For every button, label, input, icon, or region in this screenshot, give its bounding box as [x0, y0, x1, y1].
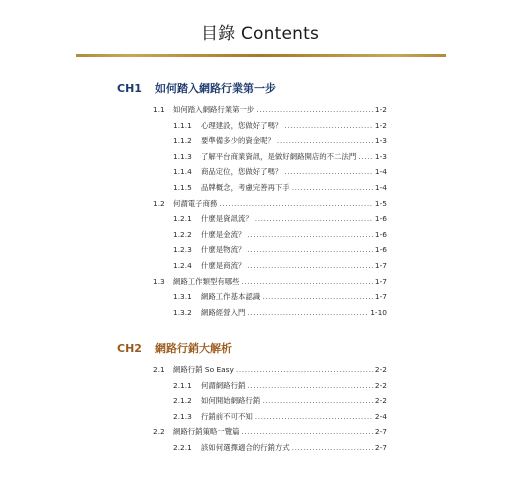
toc-entry[interactable]: [153, 426, 387, 438]
toc-entry-number: 1.1.1: [173, 120, 192, 130]
toc-entry[interactable]: [173, 166, 387, 178]
toc-entry[interactable]: [173, 395, 387, 407]
dot-leader: [255, 213, 373, 225]
toc-entry-title: 什麼是商流？: [201, 261, 246, 270]
toc-entry-number: 1.2.2: [173, 229, 192, 239]
dot-leader: [256, 104, 373, 116]
toc-entry[interactable]: [173, 307, 387, 319]
toc-entry-page: 1-3: [374, 136, 387, 146]
toc-entry[interactable]: [173, 151, 387, 163]
toc-entry-title: 品牌概念，考慮完善再下手: [201, 183, 290, 192]
dot-leader: [219, 198, 373, 210]
dot-leader: [255, 411, 373, 423]
dot-leader: [358, 151, 373, 163]
toc-entry-title: 要準備多少的資金呢？: [201, 136, 275, 146]
toc-entry-page: 1-7: [374, 292, 387, 302]
toc-entry-page: 1-4: [374, 183, 387, 192]
toc-entry-page: 1-7: [374, 261, 387, 270]
toc-entry-number: 2.2.1: [173, 443, 192, 452]
toc-entry-number: 1.1.5: [173, 183, 192, 192]
toc-entry-title: 什麼是物流？: [201, 245, 246, 255]
toc-entry-title: 如何踏入網路行業第一步: [173, 105, 255, 114]
toc-entry[interactable]: [173, 244, 387, 256]
chapter-title: 網路行銷大解析: [155, 342, 232, 355]
toc-entry-page: 1-4: [374, 167, 387, 177]
dot-leader: [247, 260, 373, 272]
dot-leader: [277, 135, 373, 147]
toc-entry-page: 2-2: [374, 396, 387, 406]
toc-entry-number: 2.1.3: [173, 411, 192, 421]
dot-leader: [242, 276, 373, 288]
toc-entry[interactable]: [153, 364, 387, 376]
toc-entry-title: 什麼是金流？: [201, 229, 246, 239]
toc-entry-page: 2-4: [374, 411, 387, 421]
dot-leader: [242, 426, 373, 438]
toc-entry[interactable]: [173, 135, 387, 147]
dot-leader: [292, 442, 373, 454]
toc-entry-title: 如何開始網路行銷: [201, 396, 261, 406]
toc-entry-number: 1.1.3: [173, 151, 192, 161]
toc-entry-number: 1.3: [153, 276, 165, 286]
toc-entry-title: 何謂網路行銷: [201, 380, 246, 390]
dot-leader: [247, 380, 373, 392]
toc-entry-title: 該如何選擇適合的行銷方式: [201, 443, 290, 452]
toc-entry-number: 2.1.2: [173, 396, 192, 406]
toc-entry-title: 什麼是資訊流？: [201, 214, 253, 224]
dot-leader: [236, 364, 373, 376]
toc-entry-page: 2-7: [374, 443, 387, 452]
chapter-heading: [117, 340, 232, 356]
toc-entry-title: 商品定位，您做好了嗎？: [201, 167, 283, 177]
toc-entry[interactable]: [173, 120, 387, 132]
toc-entry-title: 網路行銷策略一覽篇: [173, 427, 240, 437]
toc-entry[interactable]: [173, 442, 387, 454]
toc-entry-title: 行銷前不可不知: [201, 411, 253, 421]
toc-entry-number: 1.2.3: [173, 245, 192, 255]
toc-entry-title: 網路經營入門: [201, 307, 246, 317]
toc-entry[interactable]: [153, 276, 387, 288]
toc-entry[interactable]: [173, 411, 387, 423]
toc-entry-page: 1-6: [374, 245, 387, 255]
dot-leader: [247, 307, 368, 319]
toc-entry[interactable]: [173, 213, 387, 225]
dot-leader: [262, 291, 373, 303]
toc-entry-page: 2-2: [374, 380, 387, 390]
toc-entry-title: 網路工作類型有哪些: [173, 276, 240, 286]
toc-entry[interactable]: [173, 291, 387, 303]
toc-entry-page: 1-5: [374, 198, 387, 208]
toc-entry-page: 1-10: [370, 307, 387, 317]
chapter-title: 如何踏入網路行業第一步: [155, 82, 276, 95]
toc-entry-page: 2-7: [374, 427, 387, 437]
toc-entry-title: 了解平台商業資訊，是做好網路開店的不二法門: [201, 151, 357, 161]
toc-entry-number: 1.1.2: [173, 136, 192, 146]
chapter-heading: [117, 80, 276, 96]
toc-entry[interactable]: [153, 104, 387, 116]
title-divider: [76, 54, 446, 57]
toc-entry-number: 1.1.4: [173, 167, 192, 177]
toc-entry-number: 2.2: [153, 427, 165, 437]
dot-leader: [262, 395, 373, 407]
toc-entry-title: 心理建設，您做好了嗎？: [201, 120, 283, 130]
page-title: 目錄 Contents: [200, 24, 320, 44]
toc-entry-number: 1.1: [153, 105, 165, 114]
toc-entry[interactable]: [173, 182, 387, 194]
chapter-number: CH2: [117, 342, 142, 355]
toc-entry-page: 1-6: [374, 214, 387, 224]
toc-entry-title: 何謂電子商務: [173, 198, 218, 208]
chapter-number: CH1: [117, 82, 142, 95]
toc-entry-page: 1-2: [374, 105, 387, 114]
dot-leader: [247, 229, 373, 241]
toc-entry[interactable]: [173, 260, 387, 272]
toc-entry[interactable]: [153, 198, 387, 210]
toc-entry-number: 1.2: [153, 198, 165, 208]
toc-entry-number: 2.1: [153, 365, 165, 374]
toc-entry-page: 1-3: [374, 151, 387, 161]
toc-entry[interactable]: [173, 229, 387, 241]
toc-entry-page: 1-6: [374, 229, 387, 239]
toc-entry-number: 1.3.1: [173, 292, 192, 302]
toc-entry-title: 網路工作基本認識: [201, 292, 261, 302]
toc-entry-number: 1.3.2: [173, 307, 192, 317]
toc-entry-number: 1.2.1: [173, 214, 192, 224]
toc-entry-page: 1-7: [374, 276, 387, 286]
toc-entry-page: 1-2: [374, 120, 387, 130]
toc-entry-number: 2.1.1: [173, 380, 192, 390]
dot-leader: [284, 120, 373, 132]
toc-entry-page: 2-2: [374, 365, 387, 374]
dot-leader: [292, 182, 373, 194]
dot-leader: [284, 166, 373, 178]
dot-leader: [247, 244, 373, 256]
toc-entry-title: 網路行銷 So Easy: [173, 365, 234, 374]
toc-entry[interactable]: [173, 380, 387, 392]
toc-entry-number: 1.2.4: [173, 261, 192, 270]
